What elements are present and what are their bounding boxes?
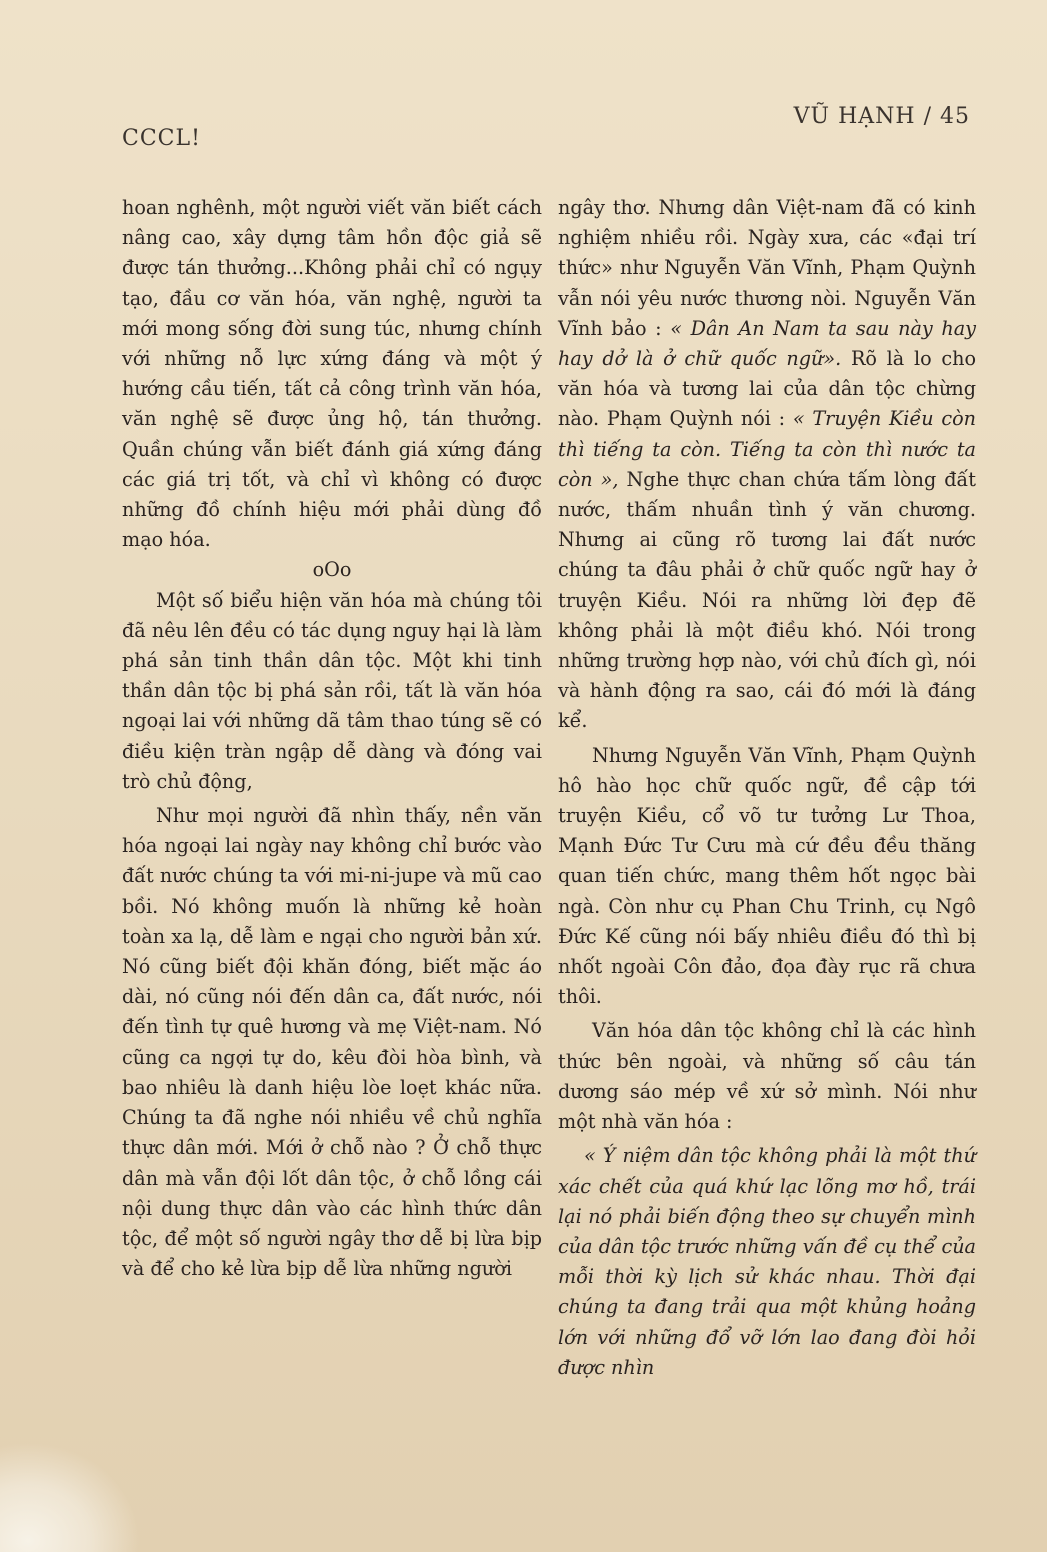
left-text-column <box>122 193 542 1284</box>
inline-quote: « Dân An Nam ta sau này hay hay dở là ở chữ quốc ngữ». <box>558 316 976 371</box>
right-text-column <box>558 193 976 1383</box>
paragraph: Như mọi người đã nhìn thấy, nền văn hóa ngoại lai ngày nay không chỉ bước vào đất nước chúng ta với mi-ni-jupe và mũ cao bồi. Nó không muốn là những kẻ hoàn toàn xa lạ, dễ làm e ngại cho người bản xứ. Nó cũng biết đội khăn đóng, biết mặc áo dài, nó cũng nói đến dân ca, đất nước, nói đến tình tự quê hương và mẹ Việt-nam. Nó cũng ca ngợi tự do, kêu đòi hòa bình, và bao nhiêu là danh hiệu lòe loẹt khác nữa. Chúng ta đã nghe nói nhiều về chủ nghĩa thực dân mới. Mới ở chỗ nào ? Ở chỗ thực dân mà vẫn đội lốt dân tộc, ở chỗ lồng cái nội dung thực dân vào các hình thức dân tộc, để một số người ngây thơ dễ bị lừa bịp và để cho kẻ lừa bịp dễ lừa những người <box>122 804 542 1281</box>
paragraph: hoan nghênh, một người viết văn biết cách nâng cao, xây dựng tâm hồn độc giả sẽ được tán thưởng...Không phải chỉ có ngụy tạo, đầu cơ văn hóa, văn nghệ, người ta mới mong sống đời sung túc, nhưng chính với những nỗ lực xứng đáng và một ý hướng cầu tiến, tất cả công trình văn hóa, văn nghệ sẽ được ủng hộ, tán thưởng. Quần chúng vẫn biết đánh giá xứng đáng các giá trị tốt, và chỉ vì không có được những đồ chính hiệu mới phải dùng đồ mạo hóa. <box>122 196 542 552</box>
paper-damage <box>0 1442 140 1552</box>
running-header-page-number: VŨ HẠNH / 45 <box>793 104 970 129</box>
paragraph: Văn hóa dân tộc không chỉ là các hình thức bên ngoài, và những số câu tán dương sáo mép về xứ sở mình. Nói như một nhà văn hóa : <box>558 1019 976 1134</box>
paragraph: Nhưng Nguyễn Văn Vĩnh, Phạm Quỳnh hô hào học chữ quốc ngữ, đề cập tới truyện Kiều, cổ võ tư tưởng Lư Thoa, Mạnh Đức Tư Cưu mà cứ đều đều thăng quan tiến chức, mang thêm hốt ngọc bài ngà. Còn như cụ Phan Chu Trinh, cụ Ngô Đức Kế cũng nói bấy nhiêu điều đó thì bị nhốt ngoài Côn đảo, đọa đày rục rã chưa thôi. <box>558 743 976 1009</box>
paragraph: Một số biểu hiện văn hóa mà chúng tôi đã nêu lên đều có tác dụng nguy hại là làm phá sản tinh thần dân tộc. Một khi tinh thần dân tộc bị phá sản rồi, tất là văn hóa ngoại lai với những dã tâm thao túng sẽ có điều kiện tràn ngập dễ dàng và đóng vai trò chủ động, <box>122 588 542 793</box>
inline-quote: « Truyện Kiều còn thì tiếng ta còn. Tiếng ta còn thì nước ta còn », <box>558 407 976 491</box>
paragraph-text: ngây thơ. Nhưng dân Việt-nam đã có kinh nghiệm nhiều rồi. Ngày xưa, các «đại trí thức» như Nguyễn Văn Vĩnh, Phạm Quỳnh vẫn nói yêu nước thương nòi. Nguyễn Văn Vĩnh bảo : <box>558 196 976 340</box>
section-separator: oOo <box>312 558 352 582</box>
block-quote: « Ý niệm dân tộc không phải là một thứ xác chết của quá khứ lạc lõng mơ hồ, trái lại nó phải biến động theo sự chuyển mình của dân tộc trước những vấn đề cụ thể của mỗi thời kỳ lịch sử khác nhau. Thời đại chúng ta đang trải qua một khủng hoảng lớn với những đổ vỡ lớn lao đang đòi hỏi được nhìn <box>558 1144 976 1379</box>
paragraph-text: Nghe thực chan chứa tấm lòng đất nước, thấm nhuần tình ý văn chương. Nhưng ai cũng rõ tương lai đất nước chúng ta đâu phải ở chữ quốc ngữ hay ở truyện Kiều. Nói ra những lời đẹp đẽ không phải là một điều khó. Nói trong những trường hợp nào, với chủ đích gì, nói và hành động ra sao, cái đó mới là đáng kể. <box>558 467 976 733</box>
paragraph <box>558 193 976 737</box>
running-header-left: CCCL! <box>122 126 201 151</box>
paragraph-text: Rõ là lo cho văn hóa và tương lai của dân tộc chừng nào. Phạm Quỳnh nói : <box>558 347 976 431</box>
